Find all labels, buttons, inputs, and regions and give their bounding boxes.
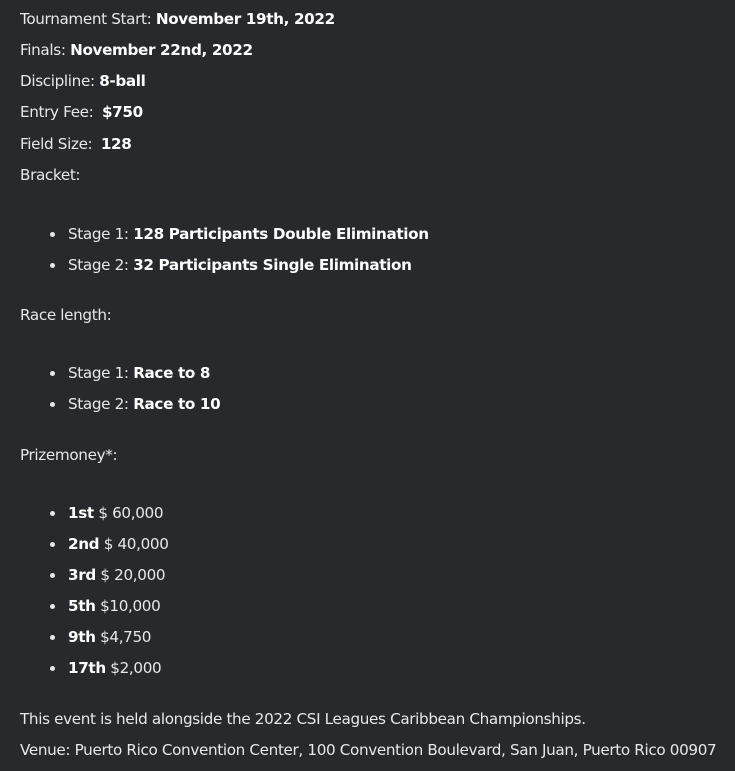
discipline-value: 8-ball: [99, 72, 146, 90]
bracket-stage-label: Stage 1:: [68, 225, 129, 243]
event-note: This event is held alongside the 2022 CSI Leagues Caribbean Championships.: [20, 710, 586, 728]
prize-amount: $ 20,000: [100, 566, 166, 584]
venue-line: Venue: Puerto Rico Convention Center, 100 Convention Boulevard, San Juan, Puerto Rico 00907: [20, 741, 717, 759]
list-item: [48, 224, 429, 255]
bracket-stage-label: Stage 2:: [68, 256, 129, 274]
list-item: [48, 658, 169, 689]
bracket-heading: Bracket:: [20, 166, 81, 184]
prize-amount: $ 60,000: [98, 504, 164, 522]
tournament-start-value: November 19th, 2022: [155, 10, 335, 28]
entry-fee-value: $750: [101, 103, 143, 121]
list-item: [48, 394, 220, 425]
list-item: [48, 503, 169, 534]
race-stage-value: Race to 8: [133, 364, 211, 382]
prize-place: 3rd: [68, 566, 96, 584]
prize-place: 17th: [68, 659, 106, 677]
prize-place: 1st: [68, 504, 94, 522]
race-length-list: [48, 363, 220, 425]
prize-amount: $ 40,000: [103, 535, 169, 553]
finals-value: November 22nd, 2022: [70, 41, 253, 59]
prize-place: 9th: [68, 628, 96, 646]
list-item: [48, 627, 169, 658]
bracket-list: [48, 224, 429, 286]
list-item: [48, 255, 429, 286]
finals-line: [20, 40, 253, 60]
prize-amount: $2,000: [110, 659, 162, 677]
field-size-value: 128: [100, 135, 132, 153]
bracket-stage-value: 128 Participants Double Elimination: [133, 225, 429, 243]
list-item: [48, 565, 169, 596]
race-stage-value: Race to 10: [133, 395, 221, 413]
prize-amount: $4,750: [100, 628, 152, 646]
finals-label: Finals:: [20, 41, 66, 59]
tournament-start-label: Tournament Start:: [20, 10, 152, 28]
field-size-line: [20, 134, 131, 154]
prize-place: 2nd: [68, 535, 100, 553]
prize-amount: $10,000: [100, 597, 161, 615]
list-item: [48, 534, 169, 565]
list-item: [48, 363, 220, 394]
discipline-label: Discipline:: [20, 72, 95, 90]
discipline-line: [20, 71, 146, 91]
prizemoney-heading: Prizemoney*:: [20, 446, 118, 464]
tournament-start-line: [20, 9, 335, 29]
prizemoney-list: [48, 503, 169, 689]
entry-fee-line: [20, 102, 143, 122]
list-item: [48, 596, 169, 627]
race-stage-label: Stage 2:: [68, 395, 129, 413]
field-size-label: Field Size:: [20, 135, 93, 153]
race-stage-label: Stage 1:: [68, 364, 129, 382]
race-length-heading: Race length:: [20, 306, 112, 324]
entry-fee-label: Entry Fee:: [20, 103, 94, 121]
bracket-stage-value: 32 Participants Single Elimination: [133, 256, 412, 274]
prize-place: 5th: [68, 597, 96, 615]
